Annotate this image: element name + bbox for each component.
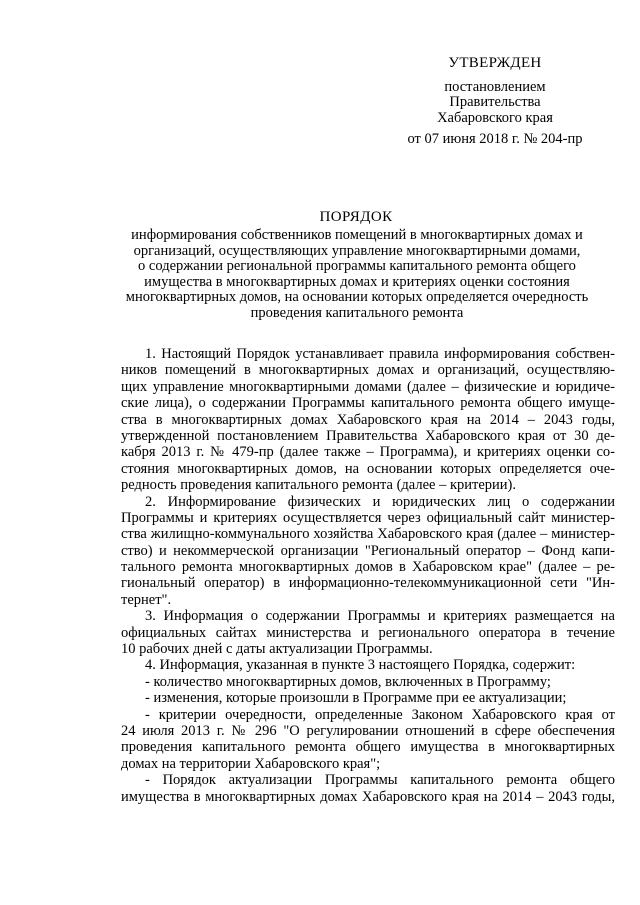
body-line: ников помещений в многоквартирных домах и организаций, осуществляю- <box>121 362 615 379</box>
body-line: ства в многоквартирных домах Хабаровского края на 2014 – 2043 годы, <box>121 411 615 428</box>
approval-line: Хабаровского края <box>437 109 553 126</box>
body-line: - критерии очередности, определенные Законом Хабаровского края от <box>145 706 615 723</box>
body-line: официальных сайтах министерства и регионального оператора в течение <box>121 624 615 641</box>
document-body <box>121 346 615 805</box>
approval-stamp <box>380 56 610 148</box>
body-line: кабря 2013 г. № 479-пр (далее также – Программа), и критериях оценки со- <box>121 444 615 461</box>
subtitle-line: многоквартирных домов, на основании которых определяется очередность <box>125 289 589 306</box>
body-line: щих управление многоквартирными домами (далее – физические и юридиче- <box>121 378 615 395</box>
body-line: гиональный оператор) в информационно-телекоммуникационной сети "Ин- <box>121 575 615 592</box>
body-line: утвержденной постановлением Правительства Хабаровского края от 30 де- <box>121 427 615 444</box>
body-line: Программы и критериях осуществляется через официальный сайт министер- <box>121 509 615 526</box>
body-line: имущества в многоквартирных домах Хабаровского края на 2014 – 2043 годы, <box>121 788 615 805</box>
body-line: - Порядок актуализации Программы капитального ремонта общего <box>145 772 615 789</box>
body-line: - изменения, которые произошли в Программе при ее актуализации; <box>145 690 567 707</box>
subtitle-line: организаций, осуществляющих управление многоквартирными домами, <box>133 242 581 259</box>
body-line: 24 июля 2013 г. № 296 "О регулировании отношений в сфере обеспечения <box>121 723 615 740</box>
body-line: ские лица), о содержании Программы капитального ремонта общего имуще- <box>121 395 615 412</box>
approval-heading: УТВЕРЖДЕН <box>448 55 542 71</box>
body-line: - количество многоквартирных домов, включенных в Программу; <box>145 673 551 690</box>
body-line: 2. Информирование физических и юридических лиц о содержании <box>145 493 615 510</box>
body-line: домах на территории Хабаровского края"; <box>121 755 381 772</box>
body-line: проведения капитального ремонта общего имущества в многоквартирных <box>121 739 615 756</box>
body-line: ство) и некоммерческой организации "Региональный оператор – Фонд капи- <box>121 542 615 559</box>
body-line: 10 рабочих дней с даты актуализации Программы. <box>121 641 433 658</box>
body-line: 4. Информация, указанная в пункте 3 настоящего Порядка, содержит: <box>145 657 576 674</box>
subtitle-line: имущества в многоквартирных домах и критериях оценки состояния <box>144 273 570 290</box>
body-line: стояния многоквартирных домов, на основании которых определяется оче- <box>121 460 615 477</box>
document-title: ПОРЯДОК <box>319 209 393 225</box>
body-line: тального ремонта многоквартирных домов в Хабаровском крае" (далее – ре- <box>121 559 615 576</box>
body-line: ства жилищно-коммунального хозяйства Хабаровского края (далее – министер- <box>121 526 615 543</box>
approval-line: Правительства <box>449 94 541 110</box>
subtitle-line: о содержании региональной программы капитального ремонта общего <box>138 258 576 275</box>
document-subtitle <box>92 228 622 322</box>
body-line: 1. Настоящий Порядок устанавливает правила информирования собствен- <box>145 346 615 362</box>
approval-line: постановлением <box>444 78 546 95</box>
subtitle-line: проведения капитального ремонта <box>250 304 464 321</box>
approval-date: от 07 июня 2018 г. № 204-пр <box>407 131 583 147</box>
body-line: редность проведения капитального ремонта (далее – критерии). <box>121 477 517 494</box>
body-line: 3. Информация о содержании Программы и критериях размещается на <box>145 608 615 625</box>
body-line: тернет". <box>121 591 172 608</box>
subtitle-line: информирования собственников помещений в многоквартирных домах и <box>131 227 583 243</box>
